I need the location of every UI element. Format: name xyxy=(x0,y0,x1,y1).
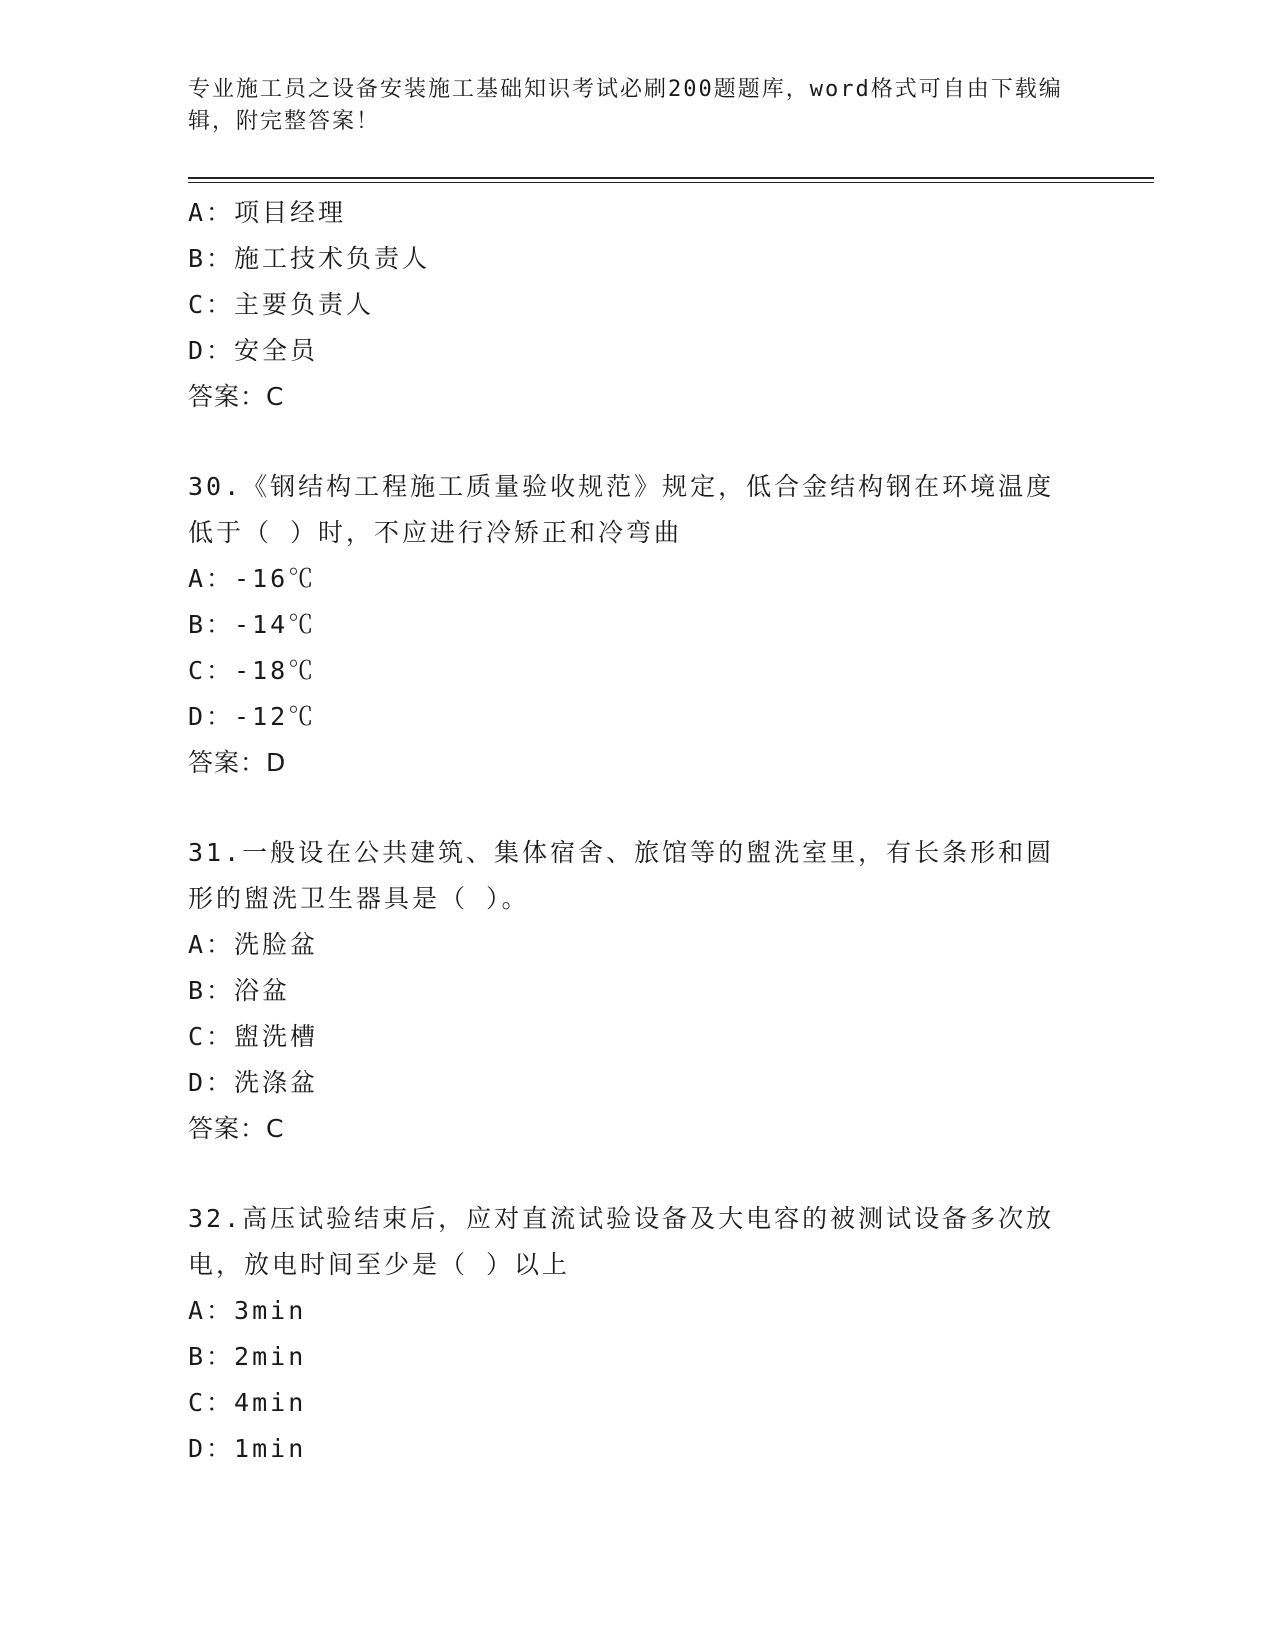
header-rule xyxy=(188,177,1154,179)
question-31 xyxy=(188,830,1088,1152)
question-text: 30.《钢结构工程施工质量验收规范》规定，低合金结构钢在环境温度低于（ ）时，不应进行冷矫正和冷弯曲 xyxy=(188,472,1055,547)
answer-line: 答案：C xyxy=(188,1114,285,1143)
question-29-tail xyxy=(188,190,1088,420)
option-b: B：2min xyxy=(188,1342,307,1371)
option-b: B：施工技术负责人 xyxy=(188,244,431,273)
option-d: D：安全员 xyxy=(188,336,319,365)
option-c: C：-18℃ xyxy=(188,656,317,685)
option-a: A：-16℃ xyxy=(188,564,317,593)
option-c: C：盥洗槽 xyxy=(188,1022,319,1051)
question-list xyxy=(188,190,1088,1472)
question-text: 31.一般设在公共建筑、集体宿舍、旅馆等的盥洗室里，有长条形和圆形的盥洗卫生器具是（ ）。 xyxy=(188,838,1055,913)
option-c: C：主要负责人 xyxy=(188,290,375,319)
question-30 xyxy=(188,464,1088,786)
answer-line: 答案：C xyxy=(188,382,285,411)
option-d: D：-12℃ xyxy=(188,702,317,731)
document-header: 专业施工员之设备安装施工基础知识考试必刷200题题库，word格式可自由下载编辑，附完整答案！ xyxy=(188,77,1063,134)
header-rule-thin xyxy=(188,182,1154,183)
question-32 xyxy=(188,1196,1088,1472)
option-b: B：浴盆 xyxy=(188,976,291,1005)
option-d: D：洗涤盆 xyxy=(188,1068,319,1097)
option-c: C：4min xyxy=(188,1388,307,1417)
option-b: B：-14℃ xyxy=(188,610,317,639)
answer-line: 答案：D xyxy=(188,748,287,777)
option-a: A：项目经理 xyxy=(188,198,347,227)
option-a: A：3min xyxy=(188,1296,307,1325)
option-d: D：1min xyxy=(188,1434,307,1463)
option-a: A：洗脸盆 xyxy=(188,930,319,959)
question-text: 32.高压试验结束后，应对直流试验设备及大电容的被测试设备多次放电，放电时间至少是（ ）以上 xyxy=(188,1204,1055,1279)
